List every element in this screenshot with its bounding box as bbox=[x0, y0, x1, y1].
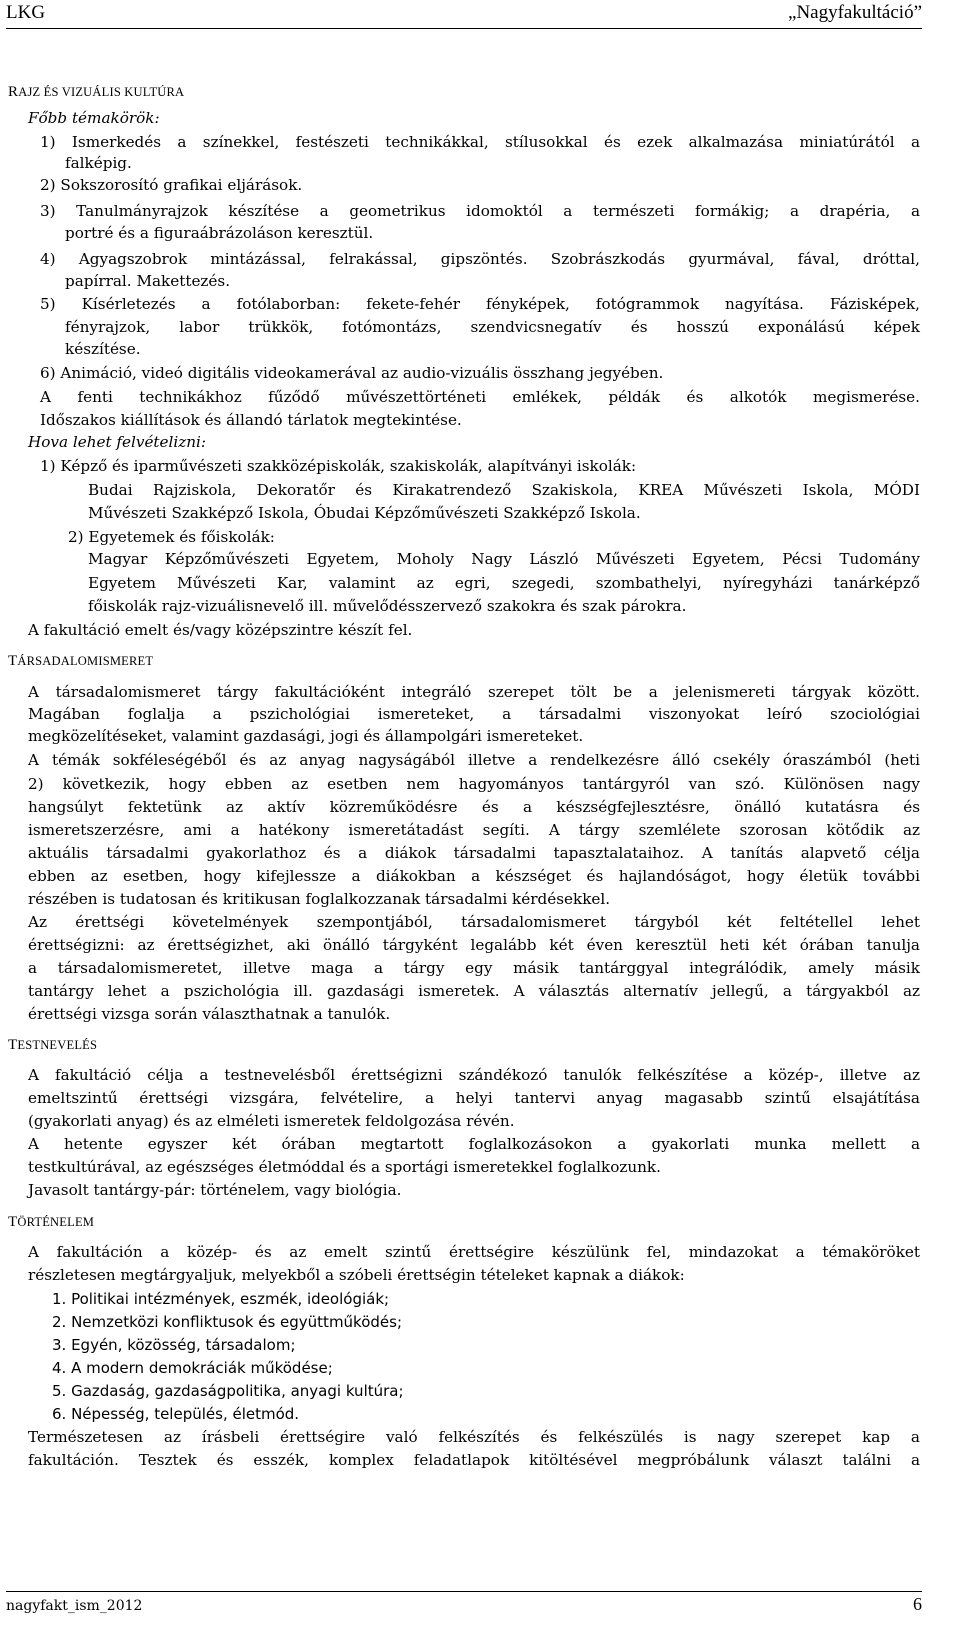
tars-line-1: Magában foglalja a pszichológiai ismereteket, a társadalmi viszonyokat leíró szociológiai bbox=[28, 705, 920, 723]
tars-line-13: tantárgy lehet a pszichológia ill. gazdasági ismeretek. A választás alternatív jellegű, a tárgyakból az bbox=[28, 982, 920, 1000]
rajz-line-12: Időszakos kiállítások és állandó tárlatok megtekintése. bbox=[40, 411, 462, 429]
page-footer bbox=[6, 1591, 922, 1616]
tort-line-1: részletesen megtárgyaljuk, melyekből a szóbeli érettségin tételeket kapnak a diákok: bbox=[28, 1266, 685, 1284]
apply-line-7: A fakultáció emelt és/vagy középszintre készít fel. bbox=[28, 621, 413, 639]
test-line-2: (gyakorlati anyag) és az elméleti ismeretek feldolgozása révén. bbox=[28, 1112, 515, 1130]
page-header bbox=[6, 0, 922, 29]
apply-line-1: Budai Rajziskola, Dekoratőr és Kirakatrendező Szakiskola, KREA Művészeti Iskola, MÓDI bbox=[88, 481, 920, 499]
section-heading-rajz: RAJZ ÉS VIZUÁLIS KULTÚRA bbox=[8, 84, 185, 100]
apply-line-2: Művészeti Szakképző Iskola, Óbudai Képzőművészeti Szakképző Iskola. bbox=[88, 504, 641, 522]
test-line-3: A hetente egyszer két órában megtartott foglalkozásokon a gyakorlati munka mellett a bbox=[28, 1135, 920, 1153]
rajz-line-4: portré és a figuraábrázoláson keresztül. bbox=[65, 224, 374, 242]
tars-line-3: A témák sokféleségéből és az anyag nagyságából illetve a rendelkezésre álló csekély óraszámból (heti bbox=[28, 751, 920, 769]
tort-line-0: A fakultáción a közép- és az emelt szintű érettségire készülünk fel, mindazokat a témaköröket bbox=[28, 1243, 920, 1261]
tars-line-12: a társadalomismeretet, illetve maga a tárgy egy másik tantárggyal integrálódik, amely másik bbox=[28, 959, 920, 977]
section-heading-testneveles: TESTNEVELÉS bbox=[8, 1037, 98, 1053]
apply-line-4: Magyar Képzőművészeti Egyetem, Moholy Nagy László Művészeti Egyetem, Pécsi Tudomány bbox=[88, 550, 920, 568]
header-right: „Nagyfakultáció” bbox=[788, 2, 922, 23]
rajz-line-11: A fenti technikákhoz fűződő művészettörténeti emlékek, példák és alkotók megismerése. bbox=[40, 388, 920, 406]
tort-after-0: Természetesen az írásbeli érettségire való felkészítés és felkészülés is nagy szerepet kap a bbox=[28, 1428, 920, 1446]
apply-line-6: főiskolák rajz-vizuálisnevelő ill. művelődésszervező szakokra és szak párokra. bbox=[88, 597, 687, 615]
test-line-1: emeltszintű érettségi vizsgára, felvételire, a helyi tantervi anyag magasabb szintű elsajátítása bbox=[28, 1089, 920, 1107]
apply-line-5: Egyetem Művészeti Kar, valamint az egri, szegedi, szombathelyi, nyíregyházi tanárképző bbox=[88, 574, 920, 592]
tort-list-item: 1. Politikai intézmények, eszmék, ideológiák; bbox=[52, 1290, 390, 1308]
tars-line-4: 2) következik, hogy ebben az esetben nem hagyományos tantárgyról van szó. Különösen nagy bbox=[28, 775, 920, 793]
tars-line-6: ismeretszerzésre, ami a hatékony ismeretátadást segíti. A tárgy szemlélete szorosan kötődik az bbox=[28, 821, 920, 839]
tars-line-8: ebben az esetben, hogy kifejlessze a diákokban a készséget és hajlandóságot, hogy életük további bbox=[28, 867, 920, 885]
page-number: 6 bbox=[913, 1594, 922, 1614]
rajz-line-1: falképig. bbox=[65, 154, 132, 172]
tars-line-7: aktuális társadalmi gyakorlathoz és a diákok társadalmi tapasztalataihoz. A tanítás alapvető célja bbox=[28, 844, 920, 862]
footer-filename: nagyfakt_ism_2012 bbox=[6, 1598, 143, 1614]
tort-list-item: 6. Népesség, település, életmód. bbox=[52, 1405, 300, 1423]
rajz-line-5: 4) Agyagszobrok mintázással, felrakással, gipszöntés. Szobrászkodás gyurmával, fával, dróttal, bbox=[40, 250, 920, 268]
tars-line-2: megközelítéseket, valamint gazdasági, jogi és állampolgári ismereteket. bbox=[28, 727, 584, 745]
apply-label: Hova lehet felvételizni: bbox=[28, 433, 206, 451]
tort-list-item: 4. A modern demokráciák működése; bbox=[52, 1359, 333, 1377]
tort-after-1: fakultáción. Tesztek és esszék, komplex feladatlapok kitöltésével megpróbálunk választ találni a bbox=[28, 1451, 920, 1469]
test-line-0: A fakultáció célja a testnevelésből érettségizni szándékozó tanulók felkészítése a közép-, illetve az bbox=[28, 1066, 920, 1084]
tort-list-item: 3. Egyén, közösség, társadalom; bbox=[52, 1336, 296, 1354]
apply-line-3: 2) Egyetemek és főiskolák: bbox=[68, 528, 275, 546]
test-line-5: Javasolt tantárgy-pár: történelem, vagy biológia. bbox=[28, 1181, 402, 1199]
tars-line-11: érettségizni: az érettségizhet, aki önálló tárgyként legalább két éven keresztül heti két órában tanulja bbox=[28, 936, 920, 954]
apply-line-0: 1) Képző és iparművészeti szakközépiskolák, szakiskolák, alapítványi iskolák: bbox=[40, 457, 637, 475]
rajz-line-6: papírral. Makettezés. bbox=[65, 272, 231, 290]
rajz-line-2: 2) Sokszorosító grafikai eljárások. bbox=[40, 176, 303, 194]
tort-list-item: 2. Nemzetközi konfliktusok és együttműködés; bbox=[52, 1313, 403, 1331]
rajz-line-10: 6) Animáció, videó digitális videokamerával az audio-vizuális összhang jegyében. bbox=[40, 364, 664, 382]
rajz-line-8: fényrajzok, labor trükkök, fotómontázs, szendvicsnegatív és hosszú exponálású képek bbox=[65, 318, 920, 336]
tars-line-10: Az érettségi követelmények szempontjából, társadalomismeret tárgyból két feltétellel lehet bbox=[28, 913, 920, 931]
rajz-line-3: 3) Tanulmányrajzok készítése a geometrikus idomoktól a természeti formákig; a drapéria, a bbox=[40, 202, 920, 220]
rajz-line-0: 1) Ismerkedés a színekkel, festészeti technikákkal, stílusokkal és ezek alkalmazása miniatúrától a bbox=[40, 133, 920, 151]
tars-line-9: részében is tudatosan és kritikusan foglalkozzanak társadalmi kérdésekkel. bbox=[28, 890, 611, 908]
topics-label: Főbb témakörök: bbox=[28, 109, 160, 127]
tars-line-14: érettségi vizsga során választhatnak a tanulók. bbox=[28, 1005, 391, 1023]
section-heading-tarsadalom: TÁRSADALOMISMERET bbox=[8, 653, 154, 669]
test-line-4: testkultúrával, az egészséges életmóddal és a sportági ismeretekkel foglalkozunk. bbox=[28, 1158, 661, 1176]
rajz-line-7: 5) Kísérletezés a fotólaborban: fekete-fehér fényképek, fotógrammok nagyítása. Fázisképek, bbox=[40, 295, 920, 313]
rajz-line-9: készítése. bbox=[65, 340, 141, 358]
tars-line-0: A társadalomismeret tárgy fakultációként integráló szerepet tölt be a jelenismereti tárgyak között. bbox=[28, 683, 920, 701]
header-left: LKG bbox=[6, 2, 46, 23]
tars-line-5: hangsúlyt fektetünk az aktív közreműködésre és a készségfejlesztésre, önálló kutatásra és bbox=[28, 798, 920, 816]
section-heading-tortenelem: TÖRTÉNELEM bbox=[8, 1214, 95, 1230]
tort-list-item: 5. Gazdaság, gazdaságpolitika, anyagi kultúra; bbox=[52, 1382, 404, 1400]
